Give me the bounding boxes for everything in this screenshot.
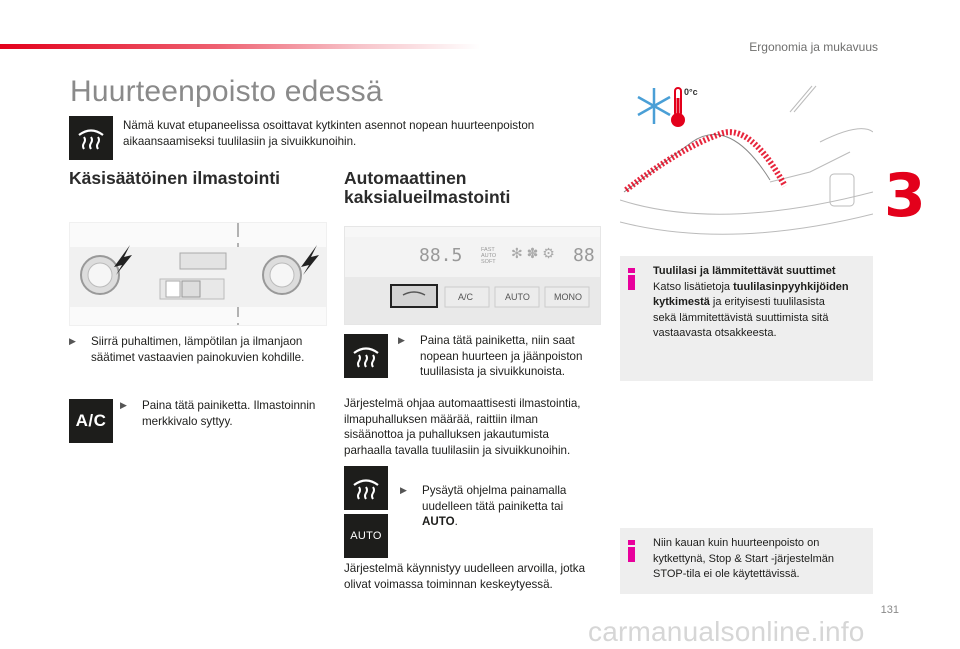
bullet-icon: ▶ — [69, 336, 76, 346]
ac-button-icon: A/C — [69, 399, 113, 443]
info-box-stop-start — [620, 528, 873, 594]
page-number: 131 — [880, 604, 899, 616]
front-defrost-icon — [344, 334, 388, 378]
chapter-number: 3 — [884, 161, 926, 231]
info-icon — [628, 268, 635, 290]
manual-control-panel-illustration — [69, 222, 327, 326]
watermark: carmanualsonline.info — [588, 616, 865, 647]
section-title: Ergonomia ja mukavuus — [749, 40, 878, 54]
auto-control-panel-illustration: 88.5 FAST AUTO SOFT ✻ ✽ ⚙ 88 A/C AUTO MONO — [344, 226, 601, 325]
manual-step-2: ▶ Paina tätä painiketta. Ilmastoinnin merkkivalo syttyy. — [120, 399, 316, 428]
info-icon — [628, 540, 635, 562]
info-box-windshield — [620, 256, 873, 381]
front-defrost-icon — [344, 466, 388, 510]
auto-button-icon: AUTO — [344, 514, 388, 558]
intro-text: Nämä kuvat etupaneelissa osoittavat kytkinten asennot nopean huurteenpoiston aikaansaamiseksi tuulilasiin ja sivuikkunoihin. — [123, 119, 535, 148]
bullet-icon: ▶ — [120, 400, 127, 410]
auto-paragraph-1: Järjestelmä ohjaa automaattisesti ilmastointia, ilmapuhalluksen määrää, raittiin ilman sisäänottoa ja puhalluksen jakautumista parhaalla tavalla tuulilasiin ja sivuikkunoihin. — [344, 397, 581, 457]
manual-ac-heading: Käsisäätöinen ilmastointi — [69, 168, 281, 188]
auto-paragraph-2: Järjestelmä käynnistyy uudelleen arvoilla, jotka olivat voimassa toiminnan keskeytyessä. — [344, 562, 586, 591]
page-title: Huurteenpoisto edessä — [70, 75, 383, 108]
bullet-icon: ▶ — [400, 485, 407, 495]
front-defrost-icon — [69, 116, 113, 160]
manual-step-1: ▶ Siirrä puhaltimen, lämpötilan ja ilmanjaon säätimet vastaavien painokuvien kohdille. — [69, 335, 305, 364]
info-box-text: Tuulilasi ja lämmitettävät suuttimet Katso lisätietoja tuulilasinpyyhkijöiden kytkimestä ja erityisesti tuulilasista sekä lämmitettävistä suuttimista sitä vastaavasta otsakkeesta. — [653, 265, 849, 339]
info-box-text: Niin kauan kuin huurteenpoisto on kytkettynä, Stop & Start -järjestelmän STOP-tila ei ole käytettävissä. — [653, 537, 834, 580]
auto-ac-heading: Automaattinen kaksialueilmastointi — [344, 168, 511, 207]
windshield-defrost-illustration: 0°c — [620, 82, 873, 250]
header-accent-bar — [0, 44, 480, 49]
auto-step-2: ▶ Pysäytä ohjelma painamalla uudelleen tätä painiketta tai AUTO. — [400, 484, 567, 528]
bullet-icon: ▶ — [398, 335, 405, 345]
auto-step-1: ▶ Paina tätä painiketta, niin saat nopean huurteen ja jäänpoiston tuulilasista ja sivuikkunoista. — [398, 334, 583, 378]
